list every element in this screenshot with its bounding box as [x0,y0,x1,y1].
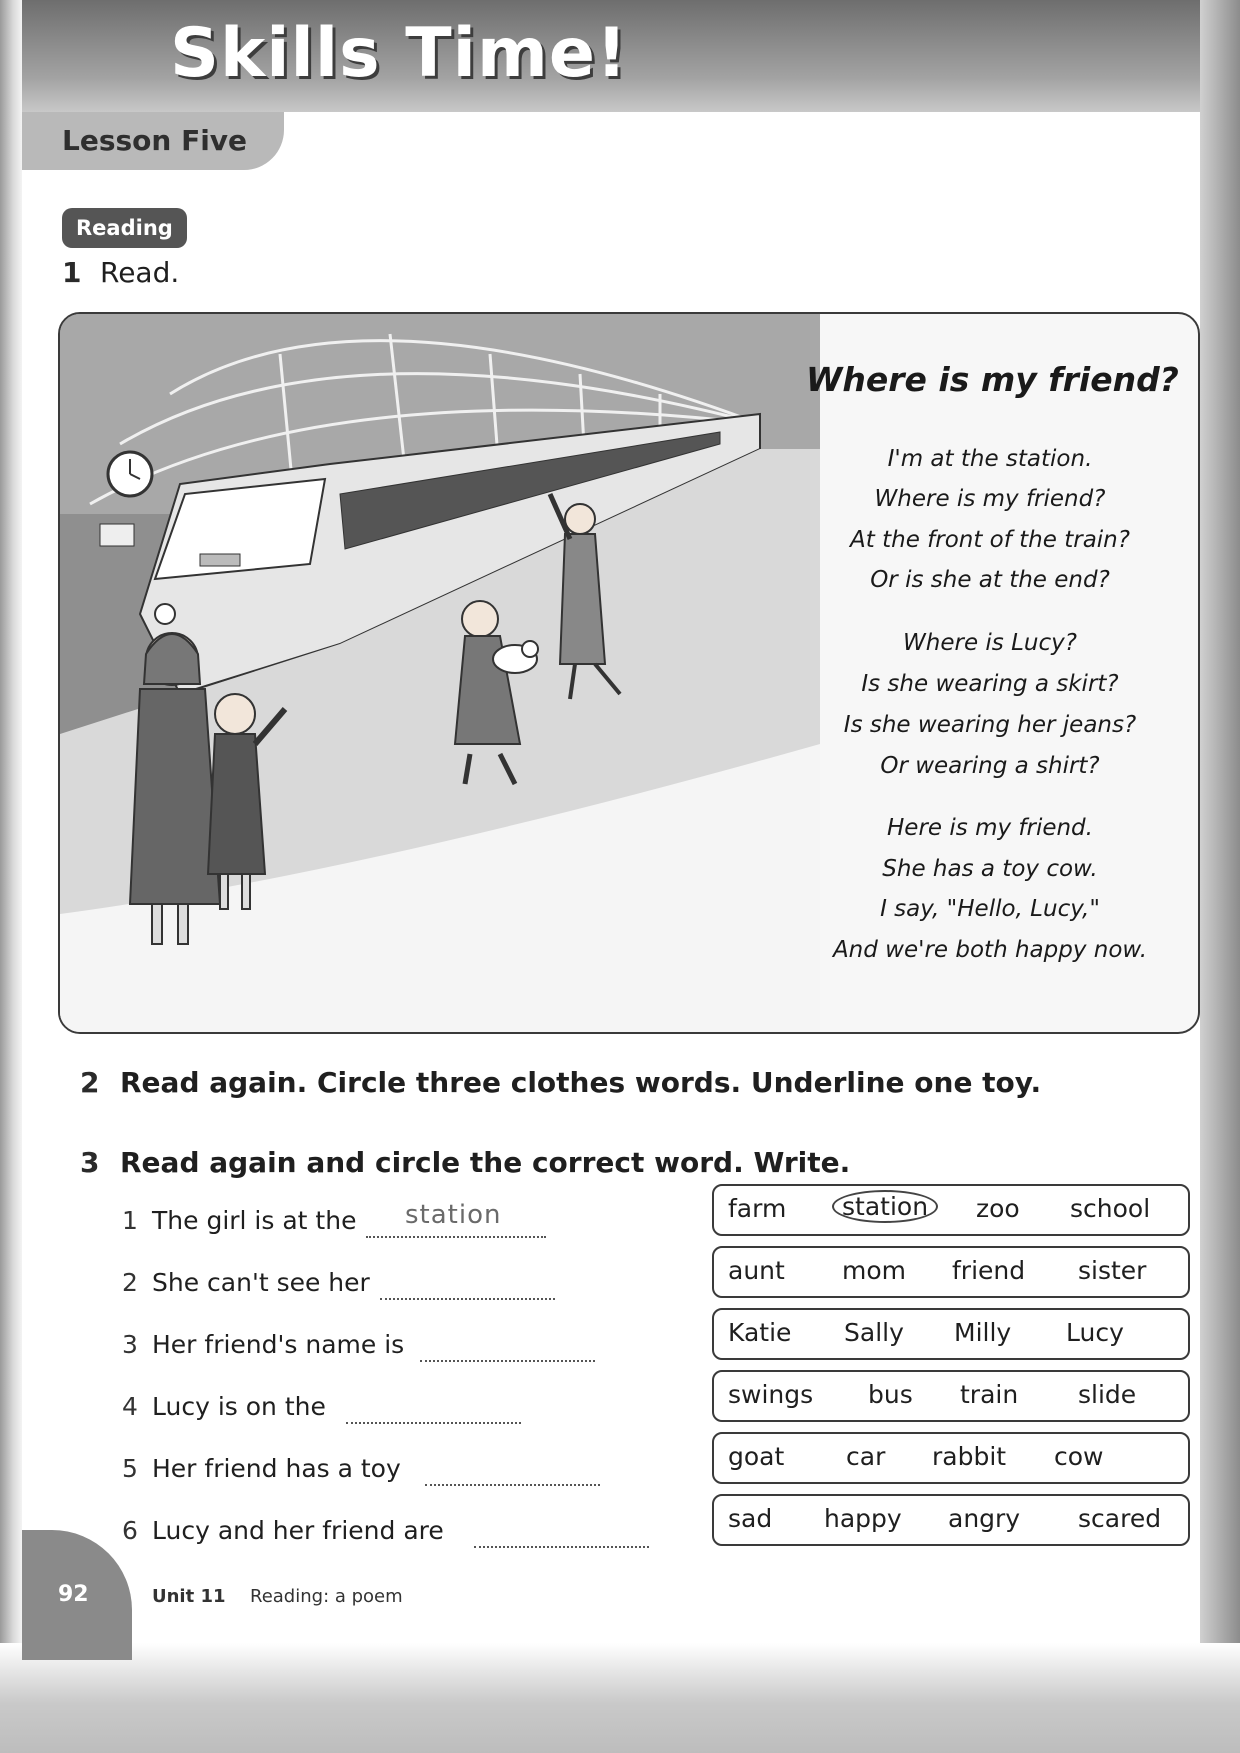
page-edge-bottom [0,1643,1240,1753]
options-box [712,1308,1190,1360]
option-word[interactable]: cow [1054,1442,1104,1471]
question-text: Her friend has a toy [152,1454,401,1483]
answer-blank[interactable] [425,1454,600,1486]
question-number: 6 [122,1516,138,1545]
option-word[interactable]: zoo [976,1194,1020,1223]
question-number: 4 [122,1392,138,1421]
question-number: 2 [122,1268,138,1297]
option-word[interactable]: friend [952,1256,1026,1285]
option-word[interactable]: school [1070,1194,1151,1223]
question-number: 5 [122,1454,138,1483]
options-box [712,1432,1190,1484]
option-word[interactable]: swings [728,1380,814,1409]
poem-title: Where is my friend? [806,360,1179,399]
poem-line: Or wearing a shirt? [880,753,1100,779]
option-word[interactable]: happy [824,1504,902,1533]
question-text: Her friend's name is [152,1330,405,1359]
question-number: 3 [122,1330,138,1359]
page-number: 92 [58,1582,89,1607]
question-number: 1 [122,1206,138,1235]
option-word[interactable]: sad [728,1504,773,1533]
poem-line: Is she wearing her jeans? [843,712,1137,738]
question-text: Lucy and her friend are [152,1516,444,1545]
option-word[interactable]: scared [1078,1504,1162,1533]
question-text: Lucy is on the [152,1392,326,1421]
option-word[interactable]: car [846,1442,886,1471]
options-box [712,1370,1190,1422]
option-word[interactable]: train [960,1380,1019,1409]
option-word[interactable]: bus [868,1380,913,1409]
poem-line: Here is my friend. [887,815,1093,841]
poem-line: Or is she at the end? [870,567,1110,593]
option-word[interactable]: Sally [844,1318,904,1347]
answer-blank[interactable] [346,1392,521,1424]
options-box [712,1246,1190,1298]
lesson-label: Lesson Five [62,124,248,157]
option-word[interactable]: sister [1078,1256,1147,1285]
option-word-circled[interactable]: station [832,1190,938,1223]
option-word[interactable]: Lucy [1066,1318,1124,1347]
option-word[interactable]: aunt [728,1256,785,1285]
page-title: Skills Time! [170,14,628,93]
poem-line: At the front of the train? [850,527,1130,553]
poem-line: And we're both happy now. [832,937,1148,963]
exercise2-instruction: Read again. Circle three clothes words. Underline one toy. [120,1066,1042,1099]
question-text: The girl is at the [152,1206,357,1235]
footer-unit: Unit 11 [152,1586,226,1607]
option-word[interactable]: mom [842,1256,907,1285]
poem-line: She has a toy cow. [882,856,1098,882]
page-edge-right [1200,0,1240,1753]
exercise1-instruction: Read. [100,256,180,289]
answer-blank[interactable] [420,1330,595,1362]
option-word[interactable]: Katie [728,1318,792,1347]
exercise3-number: 3 [80,1146,100,1179]
question-text: She can't see her [152,1268,370,1297]
option-word[interactable]: slide [1078,1380,1137,1409]
option-word[interactable]: farm [728,1194,787,1223]
poem-line: Where is my friend? [874,486,1106,512]
option-word[interactable]: goat [728,1442,785,1471]
answer-blank[interactable] [380,1268,555,1300]
poem-line: I say, "Hello, Lucy," [880,896,1100,922]
exercise2-number: 2 [80,1066,100,1099]
exercise3-instruction: Read again and circle the correct word. Write. [120,1146,851,1179]
option-word[interactable]: Milly [954,1318,1012,1347]
section-badge: Reading [62,208,187,248]
poem-line: Is she wearing a skirt? [861,671,1119,697]
train-station-illustration [60,314,820,1032]
answer-text: station [405,1200,502,1230]
footer-topic: Reading: a poem [250,1586,403,1607]
answer-blank[interactable] [474,1516,649,1548]
poem-line: Where is Lucy? [903,630,1077,656]
poem-line: I'm at the station. [887,446,1093,472]
exercise1-number: 1 [62,256,82,289]
option-word[interactable]: angry [948,1504,1021,1533]
options-box [712,1494,1190,1546]
page-edge-left [0,0,22,1753]
options-box [712,1184,1190,1236]
option-word[interactable]: rabbit [932,1442,1007,1471]
